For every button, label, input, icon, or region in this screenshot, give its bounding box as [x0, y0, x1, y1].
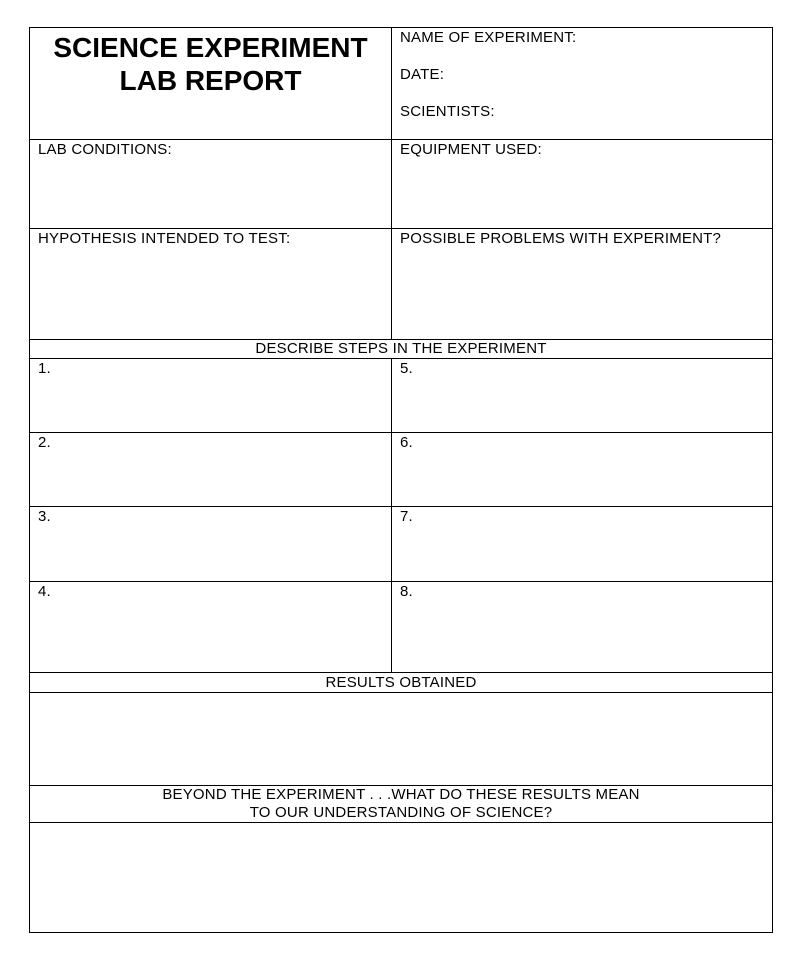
results-field[interactable] — [30, 692, 772, 785]
step-3-field[interactable] — [30, 506, 391, 581]
step-number: 1. — [38, 360, 51, 377]
equipment-used-field[interactable] — [391, 139, 772, 228]
date-label: DATE: — [400, 66, 445, 83]
step-7-field[interactable] — [391, 506, 772, 581]
step-number: 7. — [400, 508, 413, 525]
results-heading-row — [30, 672, 772, 692]
steps-heading-row — [30, 339, 772, 358]
results-heading: RESULTS OBTAINED — [325, 674, 477, 691]
lab-conditions-field[interactable] — [30, 139, 391, 228]
name-of-experiment-label: NAME OF EXPERIMENT: — [400, 29, 577, 46]
form-title-line-2: LAB REPORT — [119, 65, 302, 96]
lab-conditions-label: LAB CONDITIONS: — [38, 141, 172, 158]
steps-heading: DESCRIBE STEPS IN THE EXPERIMENT — [255, 340, 547, 357]
scientists-label: SCIENTISTS: — [400, 103, 495, 120]
equipment-used-label: EQUIPMENT USED: — [400, 141, 542, 158]
title-cell — [30, 28, 391, 139]
beyond-field[interactable] — [30, 822, 772, 932]
step-number: 8. — [400, 583, 413, 600]
step-number: 4. — [38, 583, 51, 600]
hypothesis-field[interactable] — [30, 228, 391, 339]
step-number: 6. — [400, 434, 413, 451]
step-5-field[interactable] — [391, 358, 772, 432]
step-6-field[interactable] — [391, 432, 772, 506]
step-1-field[interactable] — [30, 358, 391, 432]
beyond-heading-row — [30, 785, 772, 822]
lab-report-form — [29, 27, 773, 933]
step-2-field[interactable] — [30, 432, 391, 506]
step-number: 5. — [400, 360, 413, 377]
possible-problems-label: POSSIBLE PROBLEMS WITH EXPERIMENT? — [400, 230, 722, 247]
step-number: 2. — [38, 434, 51, 451]
possible-problems-field[interactable] — [391, 228, 772, 339]
beyond-heading-line-2: TO OUR UNDERSTANDING OF SCIENCE? — [249, 804, 553, 821]
hypothesis-label: HYPOTHESIS INTENDED TO TEST: — [38, 230, 291, 247]
form-title-line-1: SCIENCE EXPERIMENT — [53, 32, 368, 63]
beyond-heading-line-1: BEYOND THE EXPERIMENT . . .WHAT DO THESE RESULTS MEAN — [162, 786, 640, 803]
experiment-info-cell[interactable] — [391, 28, 772, 139]
step-4-field[interactable] — [30, 581, 391, 672]
step-8-field[interactable] — [391, 581, 772, 672]
step-number: 3. — [38, 508, 51, 525]
